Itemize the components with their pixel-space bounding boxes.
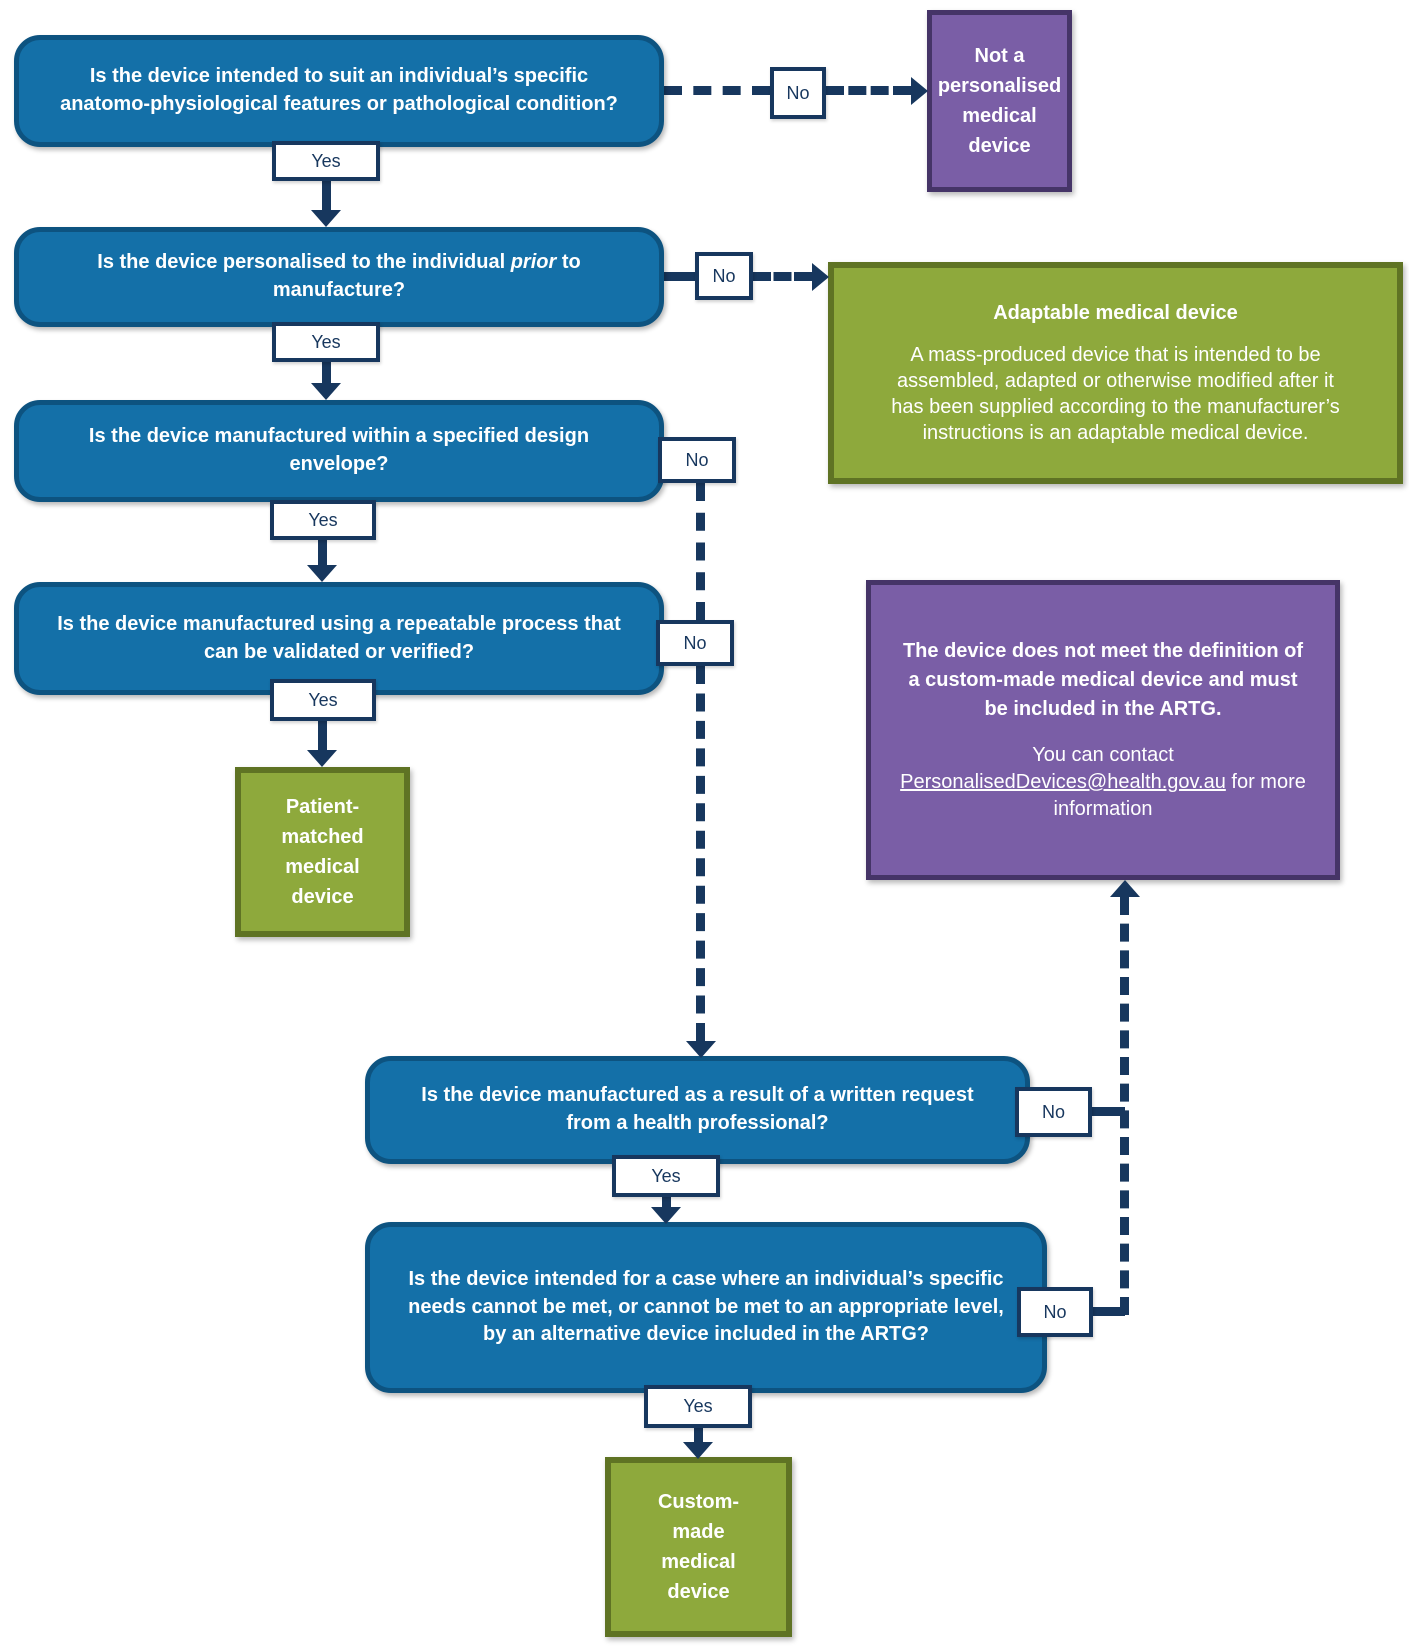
yes-q4-arrow-shaft	[318, 721, 327, 750]
no-q3-q4-dashed-connector-down	[696, 666, 705, 1041]
question-design-envelope: Is the device manufactured within a specified design envelope?	[14, 400, 664, 502]
outcome-adaptable	[828, 262, 1403, 484]
no-label-q5: No	[1015, 1087, 1092, 1137]
outcome-not-custom-made-title: The device does not meet the definition of a custom-made medical device and must be included in the ARTG.	[902, 640, 1304, 721]
no-q1-arrowhead-icon	[911, 77, 928, 105]
yes-label-q2: Yes	[272, 322, 380, 362]
yes-q3-arrow-shaft	[318, 540, 327, 565]
no-q6-connector	[1093, 1307, 1125, 1316]
yes-label-q1: Yes	[272, 141, 380, 181]
no-q1-dashed-connector-right	[826, 86, 911, 95]
yes-q1-arrow-shaft	[322, 181, 331, 210]
no-label-q3: No	[658, 437, 736, 483]
yes-q6-arrow-shaft	[694, 1428, 703, 1442]
no-q2-dashed-connector-right	[753, 272, 812, 281]
outcome-custom-made	[605, 1457, 792, 1637]
outcome-adaptable-title: Adaptable medical device	[993, 302, 1238, 324]
outcome-not-custom-made-artg	[866, 580, 1340, 880]
outcome-patient-matched-label: Patient-matched medical device	[281, 796, 364, 908]
no-q5-q6-dashed-connector-up	[1120, 897, 1129, 1315]
yes-label-q5: Yes	[612, 1155, 720, 1197]
yes-q1-arrowhead-icon	[311, 210, 341, 227]
no-q5-connector	[1092, 1107, 1125, 1116]
outcome-adaptable-description: A mass-produced device that is intended to be assembled, adapted or otherwise modified after it has been supplied according to the manufacturer’s instructions is an adaptable medical device.	[891, 344, 1340, 444]
question-needs-not-met: Is the device intended for a case where an individual’s specific needs cannot be met, or cannot be met to an appropriate level, by an alternative device included in the ARTG?	[365, 1222, 1047, 1393]
no-label-q6: No	[1017, 1287, 1093, 1337]
yes-label-q4: Yes	[270, 679, 376, 721]
question-written-request: Is the device manufactured as a result of a written request from a health professional?	[365, 1056, 1030, 1164]
outcome-custom-made-label: Custom-made medical device	[657, 1491, 740, 1603]
no-q1-dashed-connector-left	[664, 86, 770, 95]
no-label-q4: No	[656, 620, 734, 666]
yes-q2-arrowhead-icon	[311, 383, 341, 400]
yes-q2-arrow-shaft	[322, 362, 331, 383]
yes-label-q6: Yes	[644, 1385, 752, 1428]
no-q5-q6-arrowhead-icon	[1110, 880, 1140, 897]
yes-q4-arrowhead-icon	[307, 750, 337, 767]
question-personalised-prior	[14, 227, 664, 327]
question-intended-specific-features: Is the device intended to suit an individual’s specific anatomo-physiological features or pathological condition?	[14, 35, 664, 147]
no-q2-dashed-connector-left	[664, 272, 695, 281]
yes-q6-arrowhead-icon	[683, 1442, 713, 1459]
yes-q5-arrow-shaft	[662, 1197, 671, 1207]
no-label-q2: No	[695, 252, 753, 300]
personalised-devices-email-link[interactable]: PersonalisedDevices@health.gov.au	[900, 771, 1226, 794]
question-personalised-prior-text: Is the device personalised to the individual prior to manufacture?	[97, 251, 581, 301]
no-label-q1: No	[770, 67, 826, 119]
yes-q5-arrowhead-icon	[651, 1207, 681, 1224]
no-q3-dashed-connector-down	[696, 483, 705, 620]
no-q2-arrowhead-icon	[812, 263, 829, 291]
yes-q3-arrowhead-icon	[307, 565, 337, 582]
outcome-not-personalised-label: Not a personalised medical device	[937, 45, 1062, 157]
no-q3-q4-arrowhead-icon	[686, 1041, 716, 1058]
question-repeatable-process: Is the device manufactured using a repeatable process that can be validated or verified?	[14, 582, 664, 695]
outcome-not-custom-made-contact: You can contact PersonalisedDevices@health.gov.au for more information	[900, 744, 1306, 820]
outcome-patient-matched	[235, 767, 410, 937]
outcome-not-personalised	[927, 10, 1072, 192]
yes-label-q3: Yes	[270, 500, 376, 540]
